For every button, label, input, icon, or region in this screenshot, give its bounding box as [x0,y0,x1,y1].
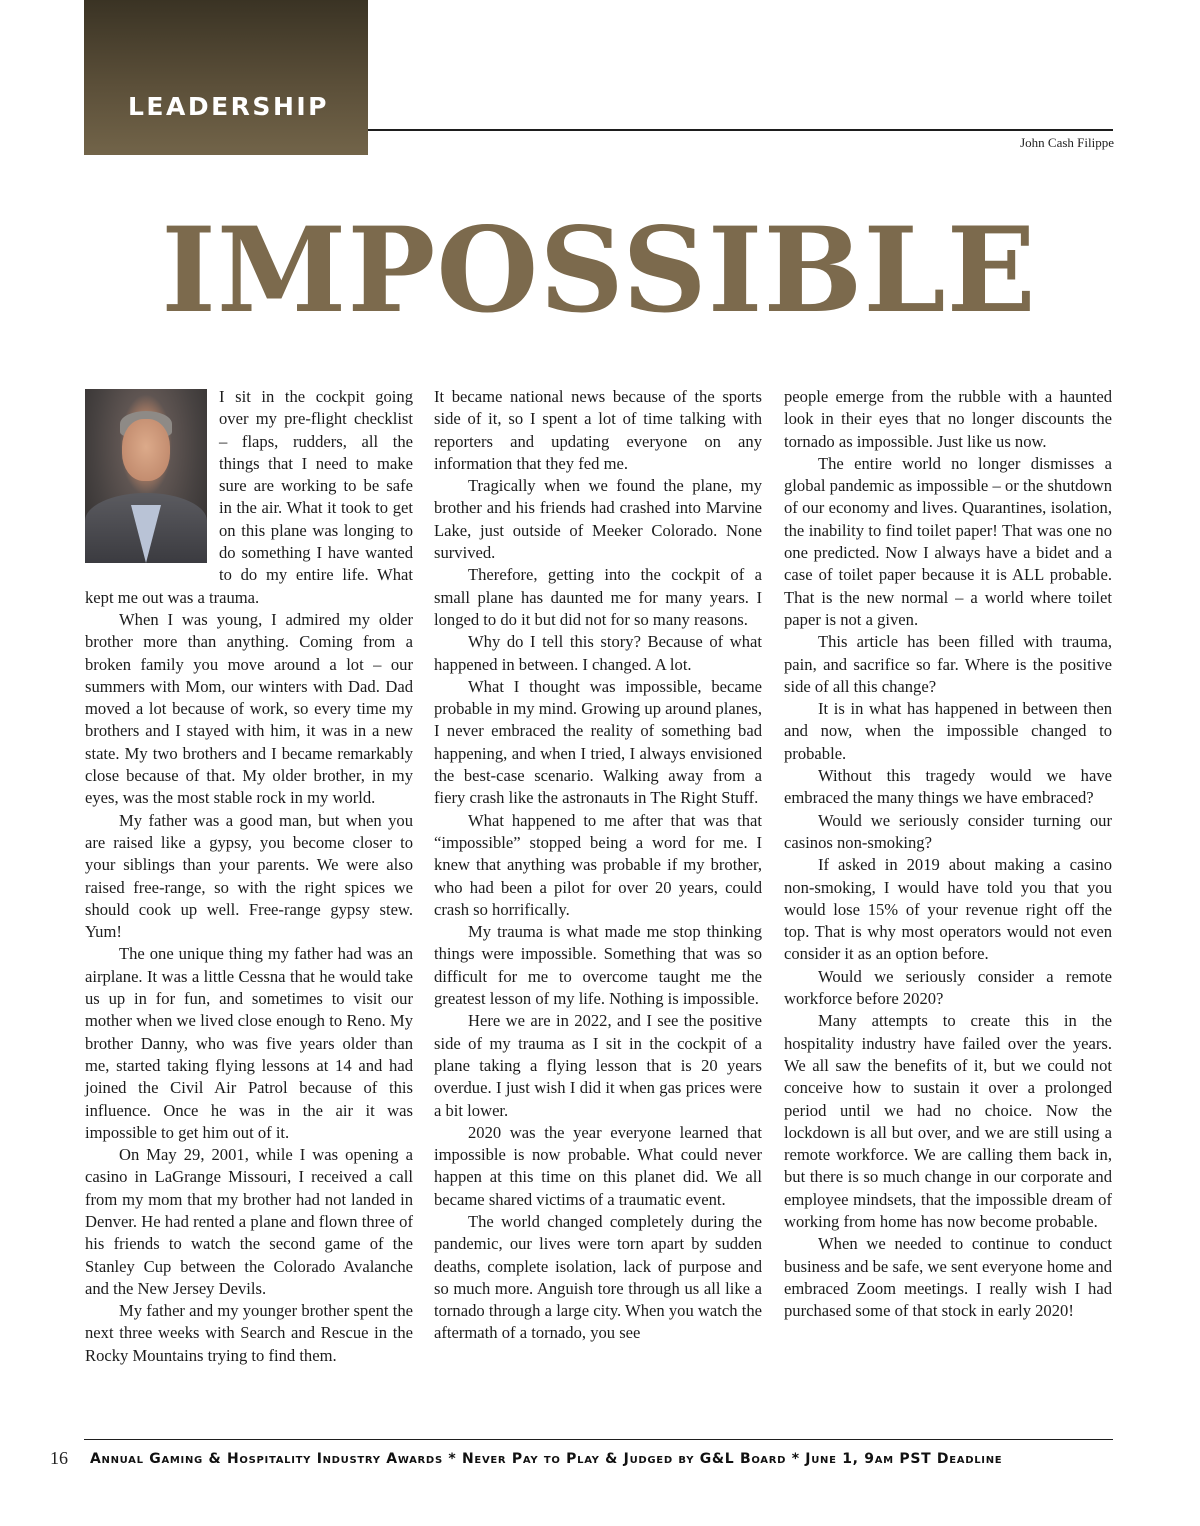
paragraph: The entire world no longer dismisses a global pandemic as impossible – or the shutdown of our economy and lives. Quarantines, isolation, the inability to find toilet paper! That was one no one predicted. Now I always have a bidet and a case of toilet paper because it is ALL probable. That is the new normal – a world where toilet paper is not a given. [784,453,1112,629]
paragraph: When we needed to continue to conduct business and be safe, we sent everyone home and embraced Zoom meetings. I really wish I had purchased some of that stock in early 2020! [784,1234,1112,1321]
paragraph: people emerge from the rubble with a haunted look in their eyes that no longer discounts the tornado as impossible. Just like us now. [784,387,1112,451]
paragraph: Why do I tell this story? Because of what happened in between. I changed. A lot. [434,632,762,674]
paragraph: Would we seriously consider a remote workforce before 2020? [784,966,1112,1009]
article-headline: IMPOSSIBLE [161,201,1037,339]
author-name: John Cash Filippe [1020,135,1114,150]
paragraph: Would we seriously consider turning our casinos non-smoking? [784,810,1112,852]
footer-banner: Annual Gaming & Hospitality Industry Awards * Never Pay to Play & Judged by G&L Board * June 1, 9am PST Deadline [90,1451,1003,1467]
paragraph: Therefore, getting into the cockpit of a small plane has daunted me for many years. I longed to do it but did not for so many reasons. [434,565,762,629]
page-number: 16 [50,1448,68,1468]
footer-rule [84,1439,1113,1440]
author-photo [85,389,207,563]
paragraph: I sit in the cockpit going over my pre-flight checklist – flaps, rudders, all the things that I need to make sure are working to be safe in the air. What it took to get on this plane was longing to do something I have wanted to do my entire life. What kept me out was a trauma. [85,387,413,607]
header-rule [368,129,1113,131]
paragraph: This article has been filled with trauma, pain, and sacrifice so far. Where is the positive side of all this change? [784,632,1112,696]
section-label: LEADERSHIP [128,92,329,121]
paragraph: My father was a good man, but when you are raised like a gypsy, you become closer to your siblings than your parents. We were also raised free-range, so with the right spices we should cook up well. Free-range gypsy stew. Yum! [85,810,413,942]
paragraph: 2020 was the year everyone learned that impossible is now probable. What could never happen at this time on this planet did. We all became shared victims of a traumatic event. [434,1122,762,1209]
section-tab [84,0,368,155]
paragraph: What I thought was impossible, became probable in my mind. Growing up around planes, I never embraced the reality of something bad happening, and when I tried, I always envisioned the best-case scenario. Walking away from a fiery crash like the astronauts in The Right Stuff. [434,676,762,808]
paragraph: If asked in 2019 about making a casino non-smoking, I would have told you that you would lose 15% of your revenue right off the top. That is why most operators would not even consider it as an option before. [784,855,1112,964]
article-column-3 [784,386,1112,1322]
paragraph: What happened to me after that was that “impossible” stopped being a word for me. I knew that anything was probable if my brother, who had been a pilot for over 20 years, could crash so horrifically. [434,810,762,919]
paragraph: Without this tragedy would we have embraced the many things we have embraced? [784,766,1112,808]
paragraph: Here we are in 2022, and I see the positive side of my trauma as I sit in the cockpit of a plane taking a flying lesson that is 20 years overdue. I just wish I did it when gas prices were a bit lower. [434,1011,762,1120]
paragraph: The world changed completely during the pandemic, our lives were torn apart by sudden deaths, complete isolation, lack of purpose and so much more. Anguish tore through us all like a tornado through a large city. When you watch the aftermath of a tornado, you see [434,1211,762,1343]
article-column-2 [434,386,762,1345]
paragraph: On May 29, 2001, while I was opening a casino in LaGrange Missouri, I received a call from my mom that my brother had not landed in Denver. He had rented a plane and flown three of his friends to watch the second game of the Stanley Cup between the Colorado Avalanche and the New Jersey Devils. [85,1145,413,1298]
paragraph: Tragically when we found the plane, my brother and his friends had crashed into Marvine Lake, just outside of Meeker Colorado. None survived. [434,476,762,563]
paragraph: The one unique thing my father had was an airplane. It was a little Cessna that he would take us up in for fun, and sometimes to visit our mother when we lived close enough to Reno. My brother Danny, who was five years older than me, started taking flying lessons at 14 and had joined the Civil Air Patrol because of this influence. Once he was in the air it was impossible to get him out of it. [85,944,413,1142]
paragraph: It is in what has happened in between then and now, when the impossible changed to probable. [784,699,1112,763]
paragraph: My father and my younger brother spent the next three weeks with Search and Rescue in the Rocky Mountains trying to find them. [85,1301,413,1365]
paragraph: It became national news because of the sports side of it, so I spent a lot of time talking with reporters and updating everyone on any information that they fed me. [434,387,762,473]
paragraph: When I was young, I admired my older brother more than anything. Coming from a broken family you move around a lot – our summers with Mom, our winters with Dad. Dad moved a lot because of work, so every time my brothers and I stayed with him, it was in a new state. My two brothers and I became remarkably close because of that. My older brother, in my eyes, was the most stable rock in my world. [85,609,413,808]
paragraph: Many attempts to create this in the hospitality industry have failed over the years. We all saw the benefits of it, but we could not conceive how to sustain it over a prolonged period until we had no choice. Now the lockdown is all but over, and we are still using a remote workforce. We are calling them back in, but there is so much change in our corporate and employee mindsets, that the impossible dream of working from home has now become probable. [784,1011,1112,1231]
article-column-1 [85,386,413,1367]
paragraph: My trauma is what made me stop thinking things were impossible. Something that was so difficult for me to overcome taught me the greatest lesson of my life. Nothing is impossible. [434,922,762,1009]
